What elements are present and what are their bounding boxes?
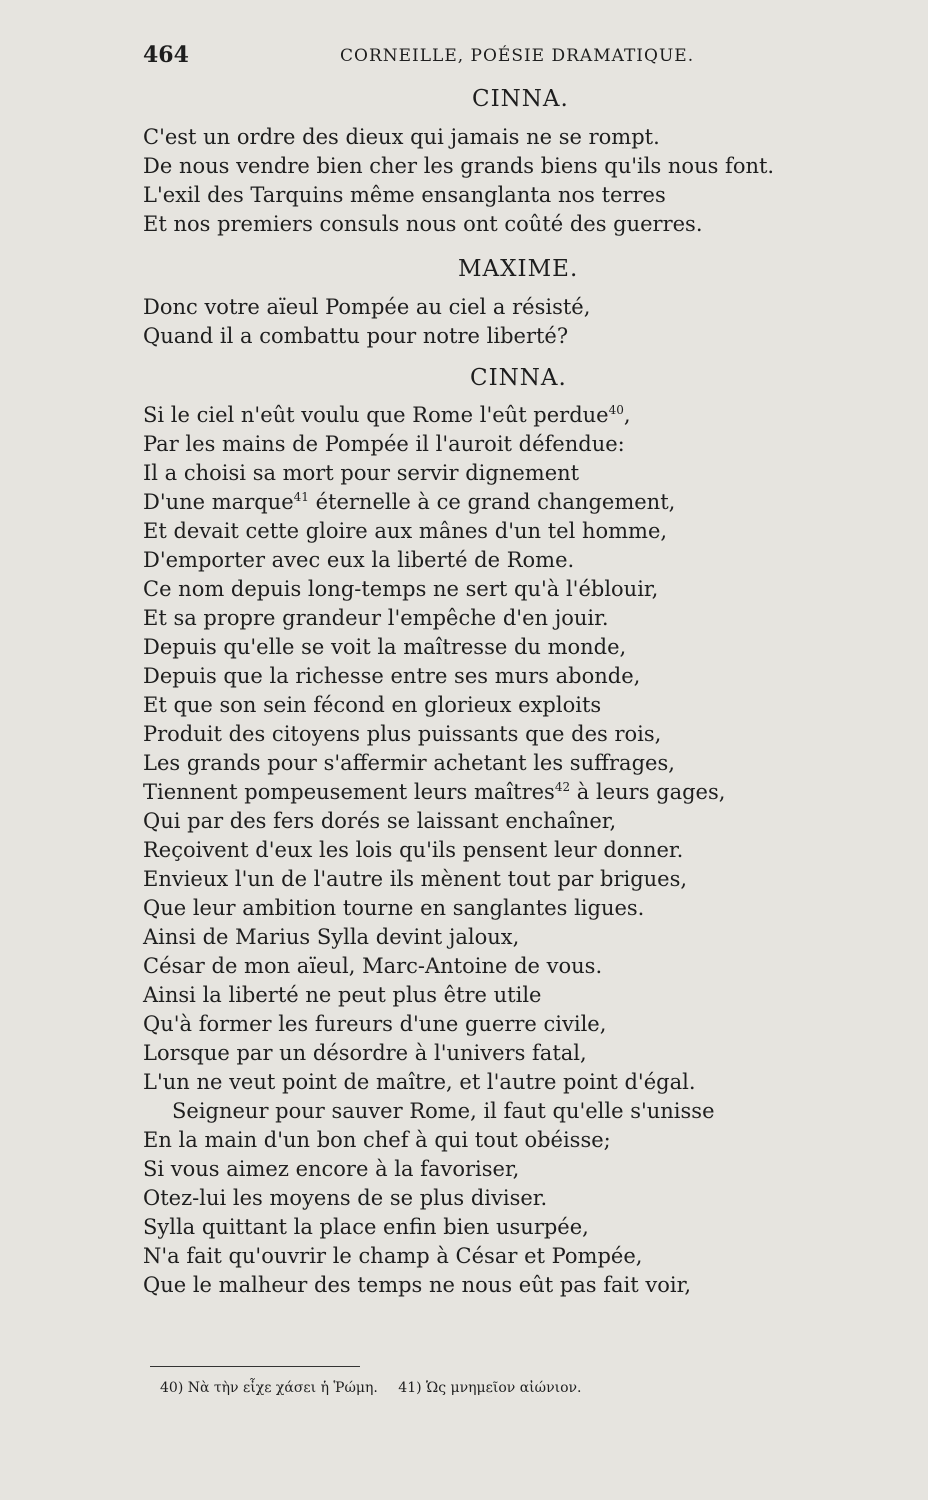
speaker-name: MAXIME. <box>458 256 579 282</box>
footnote-marker: 40 <box>608 403 624 417</box>
verse-line <box>143 156 774 177</box>
footnote-marker: 41 <box>293 490 309 504</box>
verse-line <box>143 840 683 861</box>
verse-line <box>143 326 568 347</box>
verse-line-text: En la main d'un bon chef à qui tout obéisse; <box>143 1128 611 1152</box>
verse-line <box>143 695 601 716</box>
verse-line <box>143 666 640 687</box>
verse-line <box>143 405 631 426</box>
verse-line <box>143 782 725 803</box>
verse-line-text: Qu'à former les fureurs d'une guerre civile, <box>143 1012 607 1036</box>
footnote-41: 41) Ὡς μνημεῖον αἰώνιον. <box>398 1380 582 1396</box>
verse-line <box>143 927 519 948</box>
verse-line <box>143 1043 587 1064</box>
verse-line-continuation: à leurs gages, <box>570 780 726 804</box>
verse-line-text: L'un ne veut point de maître, et l'autre point d'égal. <box>143 1070 696 1094</box>
verse-line <box>143 869 687 890</box>
verse-line-text: Et sa propre grandeur l'empêche d'en jouir. <box>143 606 609 630</box>
verse-line-text: Donc votre aïeul Pompée au ciel a résisté, <box>143 295 591 319</box>
verse-line <box>143 297 590 318</box>
verse-line-text: Quand il a combattu pour notre liberté? <box>143 324 569 348</box>
verse-line <box>143 214 703 235</box>
verse-line <box>143 579 658 600</box>
verse-line <box>143 1275 691 1296</box>
verse-line-text: César de mon aïeul, Marc-Antoine de vous. <box>143 954 603 978</box>
verse-line-text: Sylla quittant la place enfin bien usurpée, <box>143 1215 589 1239</box>
verse-line <box>143 1217 589 1238</box>
verse-line <box>143 1246 642 1267</box>
verse-line-text: Qui par des fers dorés se laissant enchaîner, <box>143 809 617 833</box>
verse-line <box>143 608 609 629</box>
verse-line-text: Si vous aimez encore à la favoriser, <box>143 1157 520 1181</box>
verse-line-text: Et devait cette gloire aux mânes d'un tel homme, <box>143 519 668 543</box>
footnote-40: 40) Νὰ τὴν εἶχε χάσει ἡ Ῥώμη. <box>160 1380 378 1396</box>
verse-line <box>143 1130 611 1151</box>
verse-line <box>143 1072 696 1093</box>
verse-line <box>143 811 616 832</box>
page-number: 464 <box>143 42 189 68</box>
verse-line <box>143 1014 606 1035</box>
verse-line-text: Ainsi de Marius Sylla devint jaloux, <box>143 925 520 949</box>
verse-line <box>143 521 667 542</box>
verse-line <box>143 985 541 1006</box>
verse-line-text: Ce nom depuis long-temps ne sert qu'à l'éblouir, <box>143 577 659 601</box>
verse-line-text: Seigneur pour sauver Rome, il faut qu'elle s'unisse <box>172 1099 715 1123</box>
verse-line <box>143 492 675 513</box>
verse-line-text: Que leur ambition tourne en sanglantes ligues. <box>143 896 645 920</box>
speaker-name: CINNA. <box>470 365 567 391</box>
verse-line-text: Et nos premiers consuls nous ont coûté des guerres. <box>143 212 703 236</box>
verse-line-text: Produit des citoyens plus puissants que des rois, <box>143 722 662 746</box>
verse-line <box>143 1188 547 1209</box>
verse-line <box>143 956 602 977</box>
verse-line-text: Et que son sein fécond en glorieux exploits <box>143 693 602 717</box>
verse-line-text: Les grands pour s'affermir achetant les suffrages, <box>143 751 675 775</box>
verse-line <box>143 185 666 206</box>
verse-line-text: Otez-lui les moyens de se plus diviser. <box>143 1186 548 1210</box>
verse-line-text: Que le malheur des temps ne nous eût pas fait voir, <box>143 1273 692 1297</box>
verse-line-continuation: , <box>623 403 631 427</box>
running-title: CORNEILLE, POÉSIE DRAMATIQUE. <box>340 46 695 66</box>
verse-line-text: Depuis que la richesse entre ses murs abonde, <box>143 664 641 688</box>
verse-line-text: L'exil des Tarquins même ensanglanta nos terres <box>143 183 666 207</box>
verse-line-text: Ainsi la liberté ne peut plus être utile <box>143 983 542 1007</box>
verse-line-text: D'emporter avec eux la liberté de Rome. <box>143 548 575 572</box>
verse-line-text: Tiennent pompeusement leurs maîtres <box>143 780 555 804</box>
verse-line-text: Par les mains de Pompée il l'auroit défendue: <box>143 432 625 456</box>
verse-line-text: Reçoivent d'eux les lois qu'ils pensent leur donner. <box>143 838 684 862</box>
verse-line <box>143 724 661 745</box>
verse-line <box>143 127 660 148</box>
verse-line-text: Envieux l'un de l'autre ils mènent tout par brigues, <box>143 867 688 891</box>
verse-line <box>143 1159 519 1180</box>
speaker-name: CINNA. <box>472 86 569 112</box>
verse-line <box>143 753 675 774</box>
verse-line-text: D'une marque <box>143 490 294 514</box>
verse-line-text: Lorsque par un désordre à l'univers fatal, <box>143 1041 587 1065</box>
verse-line <box>143 434 625 455</box>
verse-line-continuation: éternelle à ce grand changement, <box>308 490 676 514</box>
verse-line-text: De nous vendre bien cher les grands biens qu'ils nous font. <box>143 154 775 178</box>
verse-line-text: N'a fait qu'ouvrir le champ à César et Pompée, <box>143 1244 643 1268</box>
verse-line <box>143 463 579 484</box>
verse-line <box>143 637 626 658</box>
footnote-marker: 42 <box>554 780 571 794</box>
footnotes <box>160 1380 597 1396</box>
verse-line-text: Si le ciel n'eût voulu que Rome l'eût perdue <box>143 403 609 427</box>
verse-line <box>172 1101 715 1122</box>
verse-line <box>143 898 644 919</box>
footnote-rule <box>150 1366 360 1367</box>
verse-line-text: C'est un ordre des dieux qui jamais ne se rompt. <box>143 125 660 149</box>
verse-line <box>143 550 574 571</box>
verse-line-text: Il a choisi sa mort pour servir dignement <box>143 461 580 485</box>
verse-line-text: Depuis qu'elle se voit la maîtresse du monde, <box>143 635 627 659</box>
